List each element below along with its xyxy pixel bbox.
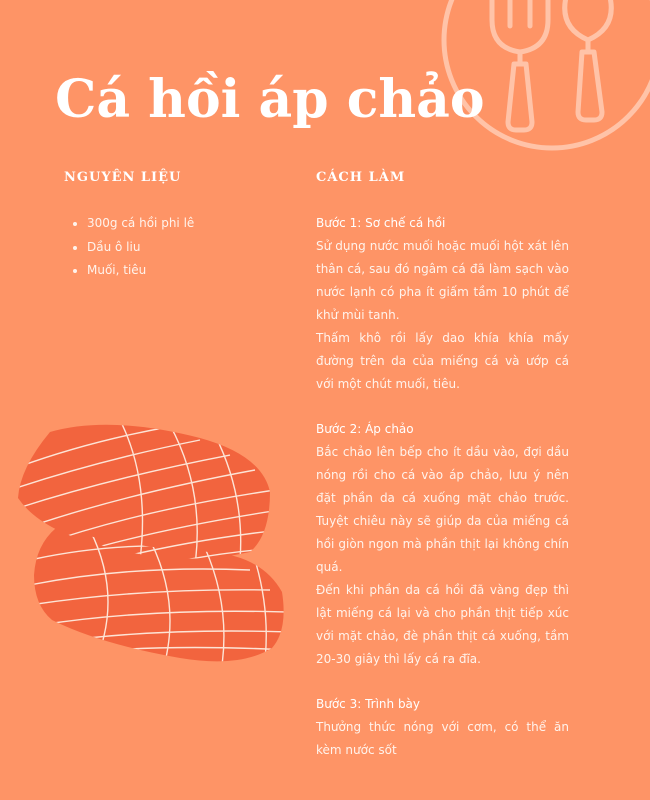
ingredient-item: • 300g cá hồi phi lê bbox=[87, 212, 194, 236]
recipe-title: Cá hồi áp chảo bbox=[55, 69, 485, 130]
method-heading: CÁCH LÀM bbox=[316, 170, 406, 185]
step-1 bbox=[316, 212, 569, 396]
ingredients-heading: NGUYÊN LIỆU bbox=[64, 170, 182, 185]
step-title: Bước 1: Sơ chế cá hồi bbox=[316, 216, 446, 230]
ingredient-item: • Muối, tiêu bbox=[87, 259, 194, 283]
ingredients-list bbox=[70, 212, 194, 283]
step-paragraph: Thưởng thức nóng với cơm, có thể ăn kèm nước sốt bbox=[316, 720, 569, 757]
ingredient-item: • Dầu ô liu bbox=[87, 236, 194, 260]
step-title: Bước 3: Trình bày bbox=[316, 697, 421, 711]
step-paragraph: Đến khi phần da cá hồi đã vàng đẹp thì lật miếng cá lại và cho phần thịt tiếp xúc với mặt chảo, đè phần thịt cá xuống, tầm 20-30 giây thì lấy cá ra đĩa. bbox=[316, 583, 569, 666]
step-paragraph: Bắc chảo lên bếp cho ít dầu vào, đợi dầu nóng rồi cho cá vào áp chảo, lưu ý nên đặt phần da cá xuống mặt chảo trước. Tuyệt chiêu này sẽ giúp da của miếng cá hồi giòn ngon mà phần thịt lại không chín quá. bbox=[316, 445, 569, 574]
step-3 bbox=[316, 693, 569, 762]
step-title: Bước 2: Áp chảo bbox=[316, 422, 414, 436]
step-paragraph: Thấm khô rồi lấy dao khía khía mấy đường trên da của miếng cá và ướp cá với một chút muối, tiêu. bbox=[316, 331, 569, 391]
step-paragraph: Sử dụng nước muối hoặc muối hột xát lên thân cá, sau đó ngâm cá đã làm sạch vào nước lạnh có pha ít giấm tầm 10 phút để khử mùi tanh. bbox=[316, 239, 569, 322]
method-steps bbox=[316, 212, 569, 784]
step-2 bbox=[316, 418, 569, 671]
